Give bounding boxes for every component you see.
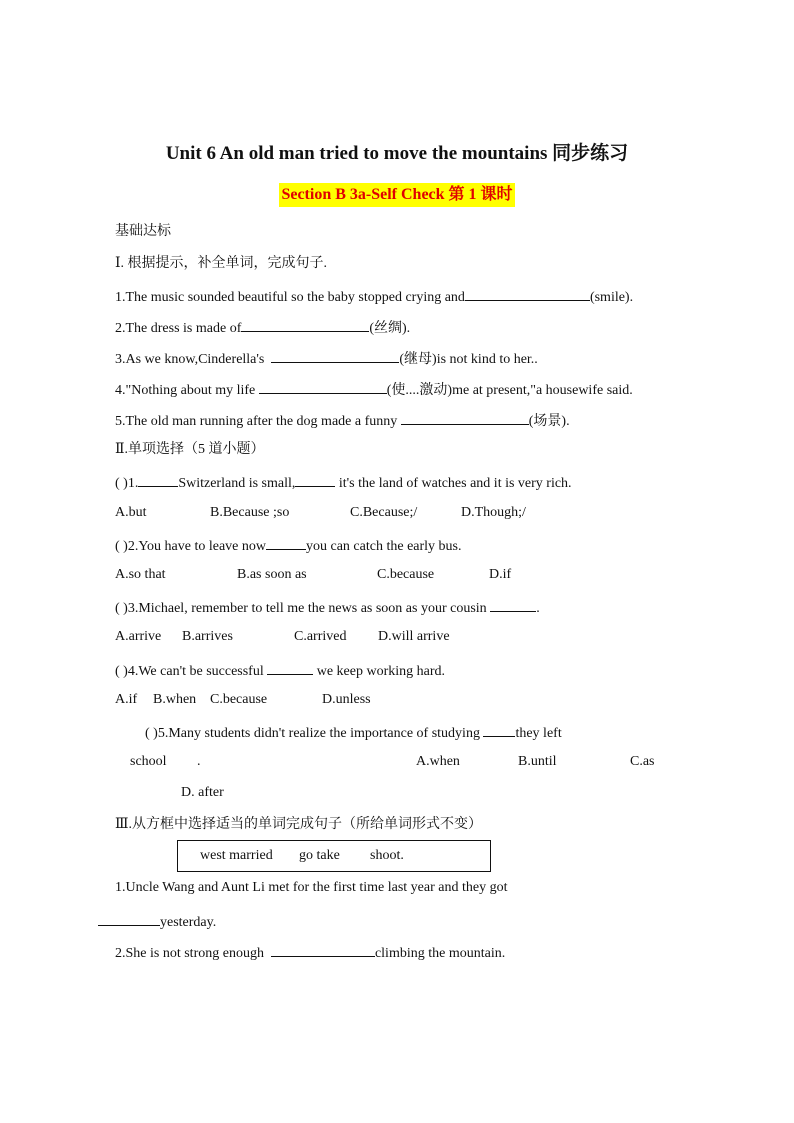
mc-text: you can catch the early bus. (306, 539, 462, 554)
option-c[interactable]: C.as (630, 754, 655, 769)
part1-question-1 (115, 286, 633, 307)
answer-blank[interactable] (401, 410, 529, 425)
mc-number: ( )4. (115, 664, 139, 679)
mc-question-4 (115, 660, 445, 681)
q5-hint: (场景). (528, 414, 570, 429)
mc-text: You have to leave now (138, 539, 266, 554)
option-d[interactable]: D.unless (322, 692, 371, 707)
answer-blank[interactable] (490, 597, 536, 612)
option-c[interactable]: C.Because;/ (350, 505, 418, 520)
answer-blank[interactable] (266, 535, 306, 550)
q5-text: 5.The old man running after the dog made a funny (115, 414, 398, 429)
q3-text: 3.As we know,Cinderella's (115, 352, 265, 367)
mc-text: it's the land of watches and it is very rich. (338, 476, 572, 491)
answer-blank[interactable] (271, 942, 375, 957)
option-b[interactable]: B.Because ;so (210, 505, 290, 520)
option-a[interactable]: A.arrive (115, 629, 162, 644)
part3-heading: Ⅲ.从方框中选择适当的单词完成句子（所给单词形式不变） (115, 817, 482, 832)
q1-text: 1.The music sounded beautiful so the baby stopped crying and (115, 290, 465, 305)
mc-text-continued: school (130, 754, 167, 769)
q2-hint: (丝绸). (369, 321, 411, 336)
q2-text: 2.She is not strong enough (115, 946, 264, 961)
mc-number: ( )2. (115, 539, 139, 554)
word-box-item: shoot. (370, 848, 404, 863)
answer-blank[interactable] (295, 472, 335, 487)
part3-question-1: 1.Uncle Wang and Aunt Li met for the first time last year and they got (115, 880, 508, 895)
mc-question-1 (115, 472, 572, 493)
option-a[interactable]: A.when (416, 754, 460, 769)
answer-blank[interactable] (98, 911, 160, 926)
mc-question-2 (115, 535, 462, 556)
mc-number: ( )1. (115, 476, 139, 491)
option-c[interactable]: C.because (210, 692, 268, 707)
answer-blank[interactable] (259, 379, 387, 394)
q2-tail: climbing the mountain. (374, 946, 506, 961)
answer-blank[interactable] (267, 660, 313, 675)
word-box-item: west married (200, 848, 273, 863)
option-c[interactable]: C.because (377, 567, 435, 582)
part3-question-1-cont (98, 911, 216, 932)
mc-text: Many students didn't realize the importance of studying (168, 726, 480, 741)
section-basic-heading: 基础达标 (115, 224, 171, 239)
option-d[interactable]: D.if (489, 567, 512, 582)
word-box-item: go take (299, 848, 340, 863)
mc-question-3 (115, 597, 540, 618)
option-b[interactable]: B.until (518, 754, 557, 769)
mc-text: We can't be successful (138, 664, 264, 679)
mc-number: ( )5. (145, 726, 169, 741)
mc-text: Michael, remember to tell me the news as soon as your cousin (138, 601, 487, 616)
option-d[interactable]: D.Though;/ (461, 505, 526, 520)
mc-text: they left (515, 726, 562, 741)
q4-hint: (使....激动)me at present,"a housewife said. (386, 383, 633, 398)
mc-text: we keep working hard. (316, 664, 446, 679)
part1-question-3 (115, 348, 538, 369)
option-a[interactable]: A.but (115, 505, 147, 520)
option-c[interactable]: C.arrived (294, 629, 347, 644)
option-b[interactable]: B.as soon as (237, 567, 307, 582)
answer-blank[interactable] (241, 317, 369, 332)
document-subtitle: Section B 3a-Self Check 第 1 课时 (279, 183, 514, 207)
part1-question-5 (115, 410, 570, 431)
mc-text: Switzerland is small, (178, 476, 296, 491)
answer-blank[interactable] (483, 722, 515, 737)
document-title: Unit 6 An old man tried to move the mountains 同步练习 (165, 143, 629, 164)
answer-blank[interactable] (271, 348, 399, 363)
mc-text: . (536, 601, 540, 616)
mc-question-5 (145, 722, 562, 743)
option-a[interactable]: A.so that (115, 567, 166, 582)
part1-question-2 (115, 317, 410, 338)
q4-text: 4."Nothing about my life (115, 383, 256, 398)
word-box (177, 840, 491, 872)
q1-hint: (smile). (589, 290, 634, 305)
part1-question-4 (115, 379, 633, 400)
subtitle-wrap (0, 183, 794, 207)
option-b[interactable]: B.arrives (182, 629, 233, 644)
part3-question-2 (115, 942, 505, 963)
part1-heading: Ⅰ. 根据提示，补全单词，完成句子. (115, 256, 328, 271)
option-d[interactable]: D.will arrive (378, 629, 450, 644)
part2-heading: Ⅱ.单项选择（5 道小题） (115, 442, 265, 457)
option-d[interactable]: D. after (181, 785, 224, 800)
option-a[interactable]: A.if (115, 692, 138, 707)
q3-hint: (继母)is not kind to her.. (399, 352, 538, 367)
mc-number: ( )3. (115, 601, 139, 616)
q2-text: 2.The dress is made of (115, 321, 242, 336)
answer-blank[interactable] (465, 286, 590, 301)
answer-blank[interactable] (138, 472, 178, 487)
option-b[interactable]: B.when (153, 692, 197, 707)
mc-text-period: . (197, 754, 201, 769)
q1-tail: yesterday. (160, 915, 217, 930)
